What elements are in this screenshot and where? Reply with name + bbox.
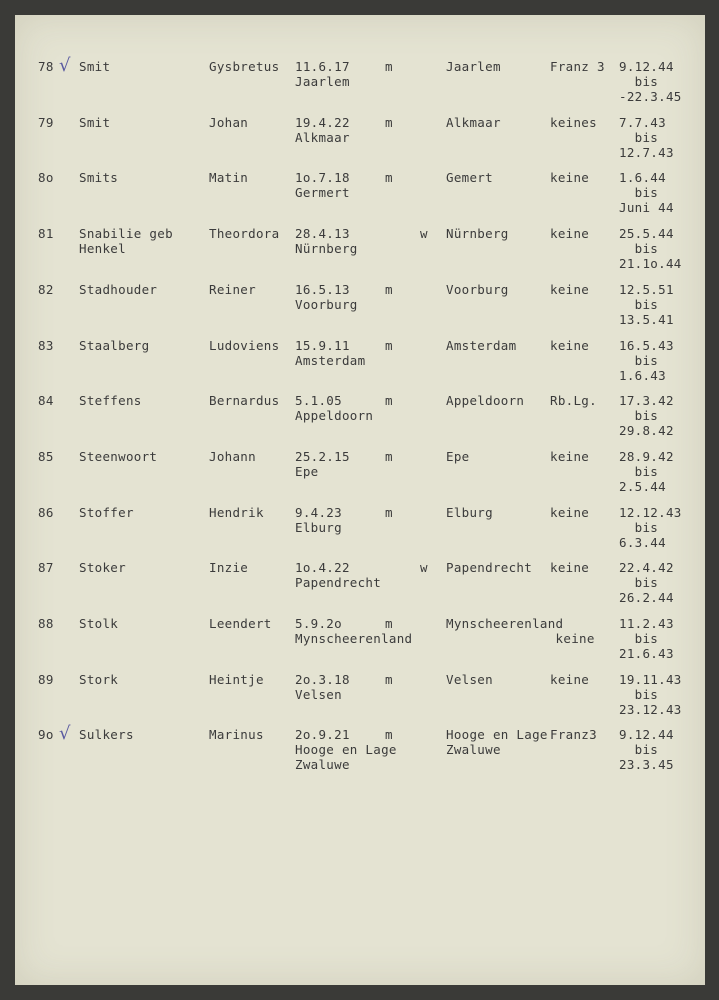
period: 28.9.42 bis 2.5.44 [619,448,674,494]
entry-number: 88 [38,616,54,631]
sex: m [385,504,393,520]
entry-number: 8o [38,170,54,186]
period: 22.4.42 bis 26.2.44 [619,560,674,606]
sex: m [385,170,393,186]
first-name: Bernardus [209,393,280,409]
period: 7.7.43 bis 12.7.43 [619,114,674,160]
birth-date-place: 1o.7.18 Germert [295,170,350,201]
table-row [15,55,705,115]
note: keines [550,114,597,130]
birth-date-place: 5.9.2o Mynscheerenland [295,616,413,646]
period: 16.5.43 bis 1.6.43 [619,337,674,383]
checkmark-icon: √ [59,55,71,76]
surname: Smit [79,59,111,74]
table-row [15,672,705,728]
surname: Stadhouder [79,281,158,297]
entry-number: 87 [38,560,54,576]
residence: Nürnberg [446,226,509,242]
note: keine [550,337,590,353]
first-name: Reiner [209,281,256,297]
note: Rb.Lg. [550,393,597,409]
surname: Smits [79,170,119,186]
birth-date-place: 25.2.15 Epe [295,448,350,479]
sex: w [420,226,428,242]
sex: m [385,727,393,743]
period: 9.12.44 bis 23.3.45 [619,727,674,773]
birth-date-place: 1o.4.22 Papendrecht [295,560,382,591]
sex: w [420,560,428,576]
document-page [15,15,705,985]
residence: Alkmaar [446,114,501,130]
birth-date-place: 19.4.22 Alkmaar [295,114,350,145]
birth-date-place: 2o.3.18 Velsen [295,671,350,702]
first-name: Theordora [209,226,280,242]
birth-date-place: 11.6.17 Jaarlem [295,59,350,89]
period: 9.12.44 bis -22.3.45 [619,59,682,104]
table-row [15,723,705,783]
sex: m [385,616,393,631]
birth-date-place: 9.4.23 Elburg [295,504,342,535]
residence: Mynscheerenland keine [446,616,595,646]
residence: Appeldoorn [446,393,525,409]
first-name: Johann [209,448,256,464]
sex: m [385,448,393,464]
entry-number: 79 [38,114,54,130]
note: keine [550,226,590,242]
first-name: Ludoviens [209,337,280,353]
note: keine [550,560,590,576]
note: keine [550,281,590,297]
entry-number: 83 [38,337,54,353]
first-name: Hendrik [209,504,264,520]
table-row [15,115,705,171]
entry-number: 81 [38,226,54,242]
table-row [15,393,705,449]
birth-date-place: 28.4.13 Nürnberg [295,226,358,257]
residence: Velsen [446,671,493,687]
first-name: Matin [209,170,249,186]
table-row [15,449,705,505]
note: keine [550,170,590,186]
entry-number: 78 [38,59,54,74]
residence: Voorburg [446,281,509,297]
birth-date-place: 5.1.05 Appeldoorn [295,393,374,424]
residence: Gemert [446,170,493,186]
note: Franz3 [550,727,597,743]
residence: Jaarlem [446,59,501,74]
note: Franz 3 [550,59,605,74]
table-row [15,338,705,394]
birth-date-place: 16.5.13 Voorburg [295,281,358,312]
period: 1.6.44 bis Juni 44 [619,170,674,216]
period: 17.3.42 bis 29.8.42 [619,393,674,439]
sex: m [385,337,393,353]
entry-number: 82 [38,281,54,297]
table-row [15,616,705,672]
residence: Papendrecht [446,560,533,576]
sex: m [385,281,393,297]
surname: Stoffer [79,504,134,520]
note: keine [550,504,590,520]
table-row [15,226,705,282]
surname: Stoker [79,560,126,576]
residence: Elburg [446,504,493,520]
table-row [15,560,705,616]
note: keine [550,671,590,687]
birth-date-place: 2o.9.21 Hooge en Lage Zwaluwe [295,727,397,773]
sex: m [385,59,393,74]
first-name: Heintje [209,671,264,687]
surname: Staalberg [79,337,150,353]
table-row [15,282,705,338]
sex: m [385,114,393,130]
table-row [15,170,705,226]
period: 12.12.43 bis 6.3.44 [619,504,682,550]
first-name: Inzie [209,560,249,576]
surname: Smit [79,114,111,130]
first-name: Gysbretus [209,59,280,74]
entry-number: 86 [38,504,54,520]
first-name: Johan [209,114,249,130]
period: 25.5.44 bis 21.1o.44 [619,226,682,272]
entry-number: 89 [38,671,54,687]
sex: m [385,393,393,409]
period: 12.5.51 bis 13.5.41 [619,281,674,327]
sex: m [385,671,393,687]
surname: Steenwoort [79,448,158,464]
surname: Steffens [79,393,142,409]
note: keine [550,448,590,464]
table-row [15,505,705,561]
surname: Stork [79,671,119,687]
first-name: Marinus [209,727,264,743]
residence: Hooge en Lage Zwaluwe [446,727,548,758]
surname: Stolk [79,616,119,631]
birth-date-place: 15.9.11 Amsterdam [295,337,366,368]
surname: Sulkers [79,727,134,743]
entry-number: 85 [38,448,54,464]
period: 11.2.43 bis 21.6.43 [619,616,674,661]
first-name: Leendert [209,616,272,631]
surname: Snabilie geb Henkel [79,226,173,257]
checkmark-icon: √ [59,723,71,745]
entry-number: 84 [38,393,54,409]
residence: Epe [446,448,470,464]
residence: Amsterdam [446,337,517,353]
period: 19.11.43 bis 23.12.43 [619,671,682,717]
entry-number: 9o [38,727,54,743]
